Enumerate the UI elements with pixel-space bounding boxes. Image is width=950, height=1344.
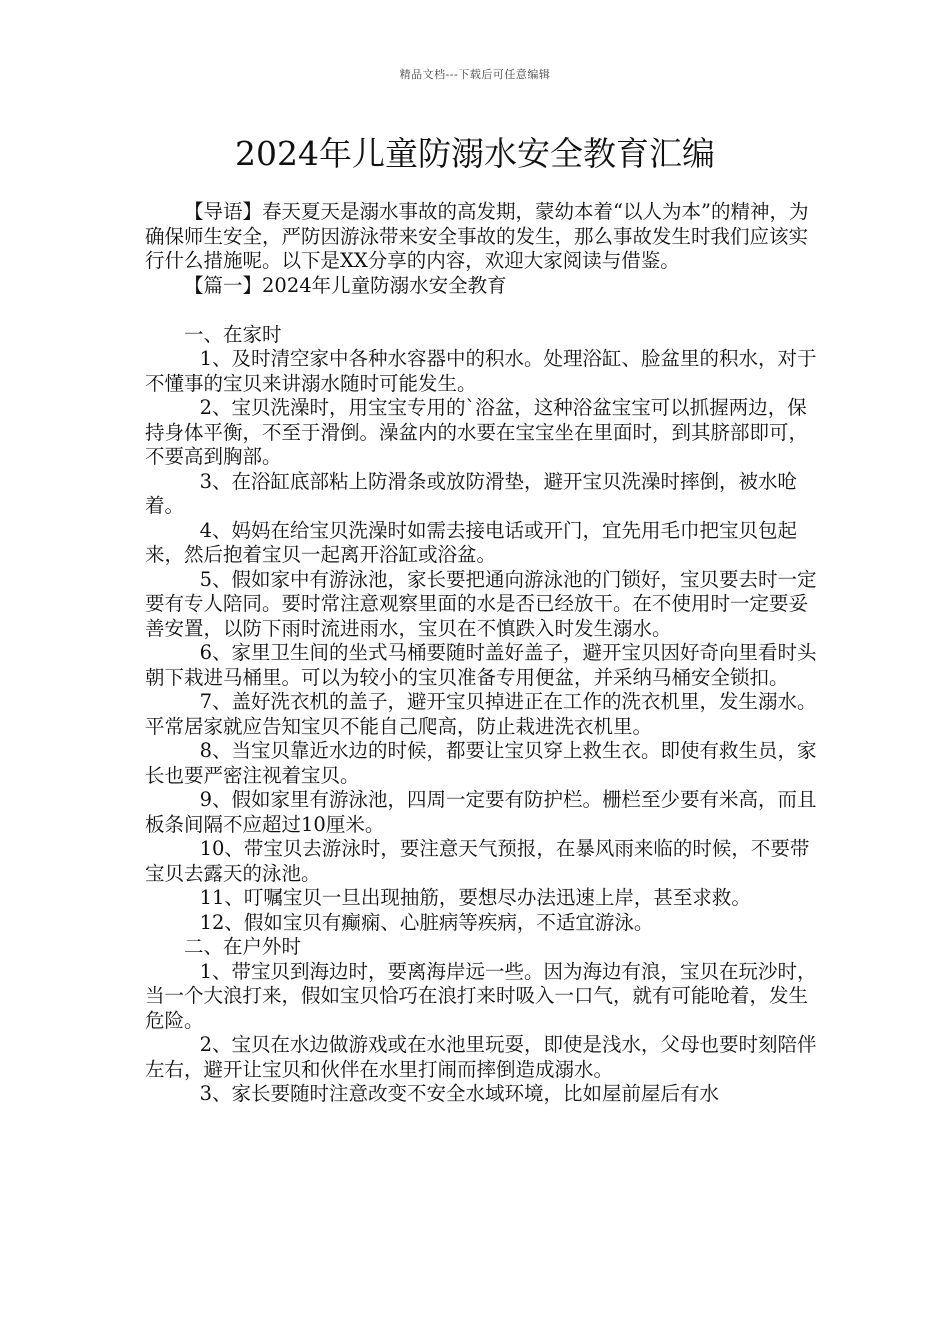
list-item: 5、假如家中有游泳池，家长要把通向游泳池的门锁好，宝贝要去时一定要有专人陪同。要时常注意观察里面的水是否已经放干。在不使用时一定要妥善安置，以防下雨时流进雨水，宝贝在不慎跌入时发生溺水。 (145, 567, 817, 640)
document-body (145, 200, 825, 1107)
part1-heading: 一、在家时 (184, 322, 282, 346)
list-item: 2、宝贝洗澡时，用宝宝专用的`浴盆，这种浴盆宝宝可以抓握两边，保持身体平衡，不至于滑倒。澡盆内的水要在宝宝坐在里面时，到其脐部即可，不要高到胸部。 (145, 396, 809, 468)
list-item: 2、宝贝在水边做游戏或在水池里玩耍，即使是浅水，父母也要时刻陪伴左右，避开让宝贝和伙伴在水里打闹而摔倒造成溺水。 (145, 1033, 817, 1081)
list-item: 6、家里卫生间的坐式马桶要随时盖好盖子，避开宝贝因好奇向里看时头朝下栽进马桶里。可以为较小的宝贝准备专用便盆，并采纳马桶安全锁扣。 (145, 641, 817, 689)
list-item: 11、叮嘱宝贝一旦出现抽筋，要想尽办法迅速上岸，甚至求救。 (199, 886, 751, 909)
list-item: 1、带宝贝到海边时，要离海岸远一些。因为海边有浪，宝贝在玩沙时，当一个大浪打来，假如宝贝恰巧在浪打来时吸入一口气，就有可能呛着，发生危险。 (145, 959, 817, 1032)
list-item: 10、带宝贝去游泳时，要注意天气预报，在暴风雨来临的时候，不要带宝贝去露天的泳池。 (145, 837, 810, 885)
section-title: 【篇一】2024年儿童防溺水安全教育 (184, 273, 507, 297)
list-item: 7、盖好洗衣机的盖子，避开宝贝掉进正在工作的洗衣机里，发生溺水。平常居家就应告知宝贝不能自己爬高，防止栽进洗衣机里。 (145, 690, 817, 738)
page-header: 精品文档---下载后可任意编辑 (399, 68, 551, 81)
blank-line (145, 298, 825, 323)
list-item: 9、假如家里有游泳池，四周一定要有防护栏。栅栏至少要有米高，而且板条间隔不应超过10厘米。 (145, 788, 817, 836)
list-item: 3、家长要随时注意改变不安全水域环境，比如屋前屋后有水 (199, 1082, 720, 1105)
list-item: 1、及时清空家中各种水容器中的积水。处理浴缸、脸盆里的积水，对于不懂事的宝贝来讲溺水随时可能发生。 (145, 347, 817, 395)
list-item: 8、当宝贝靠近水边的时候，都要让宝贝穿上救生衣。即使有救生员，家长也要严密注视着宝贝。 (145, 739, 817, 787)
part2-heading: 二、在户外时 (184, 935, 302, 958)
list-item: 12、假如宝贝有癫痫、心脏病等疾病，不适宜游泳。 (199, 910, 654, 934)
list-item: 3、在浴缸底部粘上防滑条或放防滑垫，避开宝贝洗澡时摔倒，被水呛着。 (145, 469, 798, 517)
intro-paragraph: 【导语】春天夏天是溺水事故的高发期，蒙幼本着“以人为本”的精神，为确保师生安全，严防因游泳带来安全事故的发生，那么事故发生时我们应该实行什么措施呢。以下是XX分享的内容，欢迎大家阅读与借鉴。 (145, 200, 809, 272)
document-title: 2024年儿童防溺水安全教育汇编 (235, 134, 715, 173)
list-item: 4、妈妈在给宝贝洗澡时如需去接电话或开门，宜先用毛巾把宝贝包起来，然后抱着宝贝一起离开浴缸或浴盆。 (145, 518, 798, 566)
